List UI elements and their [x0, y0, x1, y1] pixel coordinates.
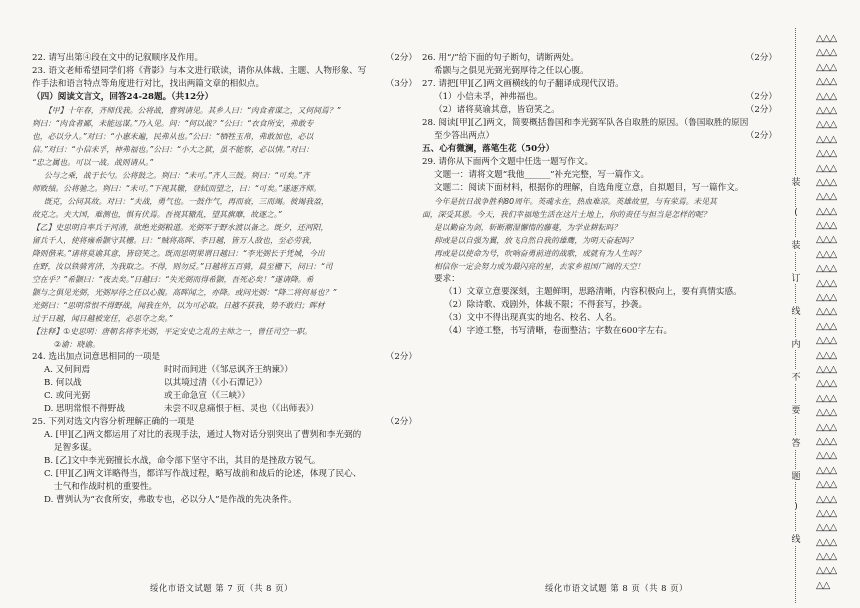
- right-question-text: 至少答出两点）: [434, 131, 495, 141]
- right-text-line: （1）文章立意要深刻，主题鲜明，思路清晰，内容积极向上，要有真情实感。: [444, 287, 742, 297]
- triangle-row: △△△: [816, 292, 837, 304]
- points-label: （2分）: [745, 92, 777, 102]
- right-text-line: （2）除诗歌、戏剧外，体裁不限；不得套写，抄袭。: [444, 300, 648, 310]
- left-text-line: 【甲】十年春，齐师伐我。公将战，曹刿请见。其乡人曰：“肉食者谋之，又何间焉？”: [44, 106, 341, 115]
- triangle-row: △△△: [816, 421, 837, 433]
- triangle-row: △△△: [816, 47, 837, 59]
- triangle-row: △△△: [816, 392, 837, 404]
- triangle-row: △△△: [816, 33, 837, 44]
- right-text-line: 文题二：阅读下面材料，根据你的理解，自选角度立意，自拟题目，写一篇作文。: [434, 183, 744, 193]
- option-term: C. 或问光弼: [44, 391, 91, 401]
- binding-char: 要: [790, 403, 802, 416]
- binding-char: 不: [790, 370, 802, 383]
- option-compare: 时时而间进（《邹忌讽齐王纳谏》）: [164, 365, 293, 375]
- triangle-row: △△△: [816, 248, 837, 260]
- answer-option: [32, 390, 417, 403]
- right-text-line: 29. 请你从下面两个文题中任选一题写作文。: [422, 157, 594, 167]
- left-q25-text-line: C. [甲][乙]两文详略得当，都详写作战过程，略写战前和战后的论述，体现了民心、: [44, 469, 362, 479]
- triangle-row: △△△: [816, 565, 837, 577]
- left-text-line: 【乙】史思明自率兵于河清，欲绝光弼粮道。光弼军于野水渡以备之。既夕，还河阳，: [32, 223, 329, 232]
- left-text-line: 23. 语文老师希望同学们将《背影》与本文进行联读，请你从体裁、主题、人物形象、写: [32, 66, 367, 76]
- left-question-text: 24. 选出加点词意思相同的一项是: [32, 352, 161, 362]
- left-q25-text-line: D. 曹刿认为“衣食所安，弗敢专也，必以分人”是作战的先决条件。: [44, 495, 297, 505]
- triangle-row: △△△: [816, 320, 837, 332]
- left-text-line: 也，必以分人。”对曰：“小惠未遍，民弗从也。”公曰：“牺牲玉帛，弗敢加也，必以: [32, 132, 314, 141]
- binding-char: 内: [790, 337, 802, 350]
- left-q25-question-row: [32, 416, 417, 429]
- triangle-row: △△△: [816, 61, 837, 73]
- right-text-line: 五、心有微澜，落笔生花（50分）: [422, 144, 555, 154]
- left-question-row: [32, 351, 417, 364]
- option-term: B. 何以战: [44, 378, 82, 388]
- binding-char: 线: [790, 532, 802, 545]
- right-question-row: [422, 52, 777, 65]
- right-question-text: 26. 用“/”给下面的句子断句，请断两处。: [422, 53, 579, 63]
- right-text-line: （4）字迹工整，书写清晰，卷面整洁；字数在600字左右。: [444, 326, 673, 336]
- right-text-line: 希颢与之俱见光弼光弼厚待之任以心腹。: [434, 66, 589, 76]
- triangle-row: △△△: [816, 335, 837, 347]
- left-q25-question-text: 25. 下列对选文内容分析理解正确的一项是: [32, 417, 195, 427]
- triangle-row: △△△: [816, 349, 837, 361]
- option-term: D. 思明常恨不得野战: [44, 404, 125, 414]
- exam-page-7: [32, 52, 417, 507]
- binding-char: 线: [790, 304, 802, 317]
- triangle-row: △△△: [816, 133, 837, 145]
- triangle-row: △△△: [816, 90, 837, 102]
- triangle-margin: [816, 32, 860, 593]
- right-text-line: 抑或是以自强为翼，放飞自然自我的雄鹰，为明天奋起吗？: [434, 236, 637, 245]
- triangle-row: △△△: [816, 191, 837, 203]
- points-label: （2分）: [385, 417, 417, 427]
- left-text-line: 留兵千人，使将雍希颢守其栅。曰：“贼将高晖、李日越，皆万人敌也，至必劳我，: [32, 236, 317, 245]
- right-question-text: （1）小信未孚，神弗福也。: [434, 92, 543, 102]
- left-text-line: 师败绩。公将驰之。刿曰：“未可。”下视其辙，登轼而望之，曰：“可矣。”遂逐齐师。: [32, 184, 322, 193]
- triangle-row: △△△: [816, 306, 837, 318]
- triangle-row: △△△: [816, 493, 837, 505]
- left-text-line: 颢与之俱见光弼，光弼厚待之任以心腹。高晖闻之，亦降。或问光弼：“降二将何易也？”: [32, 288, 337, 297]
- right-text-line: 28. 阅读[甲][乙]两文，简要概括鲁国和李光弼军队各自取胜的原因。（鲁国取胜的原因: [422, 118, 749, 128]
- binding-char: ): [790, 502, 802, 512]
- triangle-row: △△△: [816, 263, 837, 275]
- left-q25-text-line: B. [乙]文中李光弼擅长水战，命令部下坚守不出，其目的是挫敌方锐气。: [44, 456, 321, 466]
- triangle-row: △△△: [816, 378, 837, 390]
- right-text-line: 是以勤奋为剑，斩断潮湿懈惰的藤蔓，为学业耕耘吗？: [434, 223, 622, 232]
- binding-char: 题: [790, 469, 802, 482]
- left-text-line: “忠之属也。可以一战。战则请从。”: [32, 158, 154, 167]
- binding-char: 答: [790, 436, 802, 449]
- triangle-row: △△△: [816, 407, 837, 419]
- right-text-line: 今年是抗日战争胜利80周年。英魂永在，热血难凉。英雄故里，与有荣焉。未见其: [434, 197, 717, 206]
- left-question-text: 作手法和语言特点等角度进行对比，找出两篇文章的相似点。: [32, 79, 265, 89]
- triangle-row: △△△: [816, 220, 837, 232]
- binding-char: 订: [790, 271, 802, 284]
- page-footer-7: 绥化市语文试题 第 7 页（共 8 页）: [150, 583, 293, 593]
- right-text-line: 27. 请把[甲][乙]两文画横线的句子翻译成现代汉语。: [422, 79, 624, 89]
- triangle-row: △△△: [816, 522, 837, 534]
- left-text-line: 空在乎？”希颢曰：“夜去矣。”日越曰：“失光弼而得希颢，吾死必矣！”遂请降。希: [32, 275, 314, 284]
- left-text-line: 信。”对曰：“小信未孚，神弗福也。”公曰：“小大之狱，虽不能察，必以情。”对曰：: [32, 145, 314, 154]
- left-text-line: 【注释】①史思明：唐朝名将李光弼，平定安史之乱的主帅之一，曾任司空一职。: [32, 327, 312, 336]
- right-text-line: 要求：: [434, 274, 460, 284]
- triangle-row: △△: [816, 579, 830, 591]
- left-q25-text-line: 足智多谋。: [54, 443, 97, 453]
- triangle-row: △△△: [816, 148, 837, 160]
- right-text-line: （3）文中不得出现真实的地名、校名、人名。: [444, 313, 622, 323]
- left-q25-text-line: 士气和作战时机的重要性。: [54, 482, 158, 492]
- answer-option: [32, 403, 417, 416]
- option-compare: 以其境过清（《小石潭记》）: [164, 378, 268, 388]
- triangle-row: △△△: [816, 234, 837, 246]
- right-question-row: [422, 91, 777, 104]
- triangle-row: △△△: [816, 162, 837, 174]
- triangle-row: △△△: [816, 277, 837, 289]
- triangle-row: △△△: [816, 450, 837, 462]
- triangle-row: △△△: [816, 551, 837, 563]
- left-q25-text-line: A. [甲][乙]两文都运用了对比的表现手法，通过人物对话分别突出了曹刿和李光弼的: [44, 430, 362, 440]
- exam-page-8: [422, 52, 777, 338]
- page-footer-8: 绥化市语文试题 第 8 页（共 8 页）: [545, 583, 688, 593]
- triangle-row: △△△: [816, 176, 837, 188]
- option-compare: 未尝不叹息痛恨于桓、灵也（《出师表》）: [164, 404, 319, 414]
- points-label: （2分）: [385, 352, 417, 362]
- answer-option: [32, 364, 417, 377]
- left-text-line: （四）阅读文言文，回答24-28题。（共12分）: [32, 92, 214, 102]
- right-question-row: [422, 130, 777, 143]
- answer-option: [32, 377, 417, 390]
- right-text-line: 文题一：请将文题“我他______”补充完整，写一篇作文。: [434, 170, 650, 180]
- left-text-line: 既克，公问其故。对曰：“夫战，勇气也。一鼓作气，再而衰，三而竭。彼竭我盈，: [44, 197, 329, 206]
- right-question-row: [422, 104, 777, 117]
- triangle-row: △△△: [816, 464, 837, 476]
- triangle-row: △△△: [816, 205, 837, 217]
- left-text-line: 故克之。夫大国，难测也，惧有伏焉。吾视其辙乱，望其旗靡，故逐之。”: [32, 210, 282, 219]
- triangle-row: △△△: [816, 104, 837, 116]
- left-text-line: 在野，汝以铁骑宵济，为我取之。不得，则勿反。”日越将五百骑，晨至栅下，问曰：“司: [32, 262, 333, 271]
- triangle-row: △△△: [816, 479, 837, 491]
- left-text-line: ②谕：晓谕。: [54, 340, 100, 349]
- binding-char: (: [790, 208, 802, 218]
- left-text-line: 降则偕来。”诸将莫谕其意，皆窃笑之。既而思明果谓日越曰：“李光弼长于凭城，今出: [32, 249, 325, 258]
- points-label: （2分）: [745, 131, 777, 141]
- option-compare: 或王命急宣（《三峡》）: [164, 391, 250, 401]
- binding-char: 装: [790, 238, 802, 251]
- points-label: （2分）: [745, 105, 777, 115]
- left-question-row: [32, 52, 417, 65]
- right-text-line: 面，深受其恩。今天，我们幸福地生活在这片土地上，你的责任与担当是怎样的呢？: [422, 210, 711, 219]
- triangle-row: △△△: [816, 536, 837, 548]
- binding-char: 装: [790, 175, 802, 188]
- points-label: （2分）: [385, 53, 417, 63]
- triangle-row: △△△: [816, 435, 837, 447]
- points-label: （2分）: [745, 53, 777, 63]
- left-text-line: 刿曰：“肉食者鄙，未能远谋。”乃入见。问：“何以战？”公曰：“衣食所安，弗敢专: [32, 119, 314, 128]
- left-text-line: 公与之乘，战于长勺。公将鼓之。刿曰：“未可。”齐人三鼓。刿曰：“可矣。”齐: [44, 171, 310, 180]
- right-question-text: （2）诸将莫谕其意，皆窃笑之。: [434, 105, 560, 115]
- triangle-row: △△△: [816, 507, 837, 519]
- left-text-line: 光弼曰：“思明常恨不得野战，闻我在外，以为可必取。日越不获我，势不敢归；晖材: [32, 301, 325, 310]
- left-question-row: [32, 78, 417, 91]
- binding-notice: [790, 175, 802, 565]
- option-term: A. 又何间焉: [44, 365, 91, 375]
- left-question-text: 22. 请写出第④段在文中的记叙顺序及作用。: [32, 53, 204, 63]
- triangle-row: △△△: [816, 119, 837, 131]
- right-text-line: 相信你一定会努力成为最闪亮的星，去家乡祖国广阔的天空！: [434, 262, 645, 271]
- triangle-row: △△△: [816, 363, 837, 375]
- triangle-row: △△△: [816, 76, 837, 88]
- right-text-line: 再或是以使命为号，吹响奋勇前进的战歌，成就有为人生吗？: [434, 249, 645, 258]
- left-text-line: 过于日越，闻日越被宠任，必思夺之矣。”: [32, 314, 173, 323]
- points-label: （3分）: [385, 79, 417, 89]
